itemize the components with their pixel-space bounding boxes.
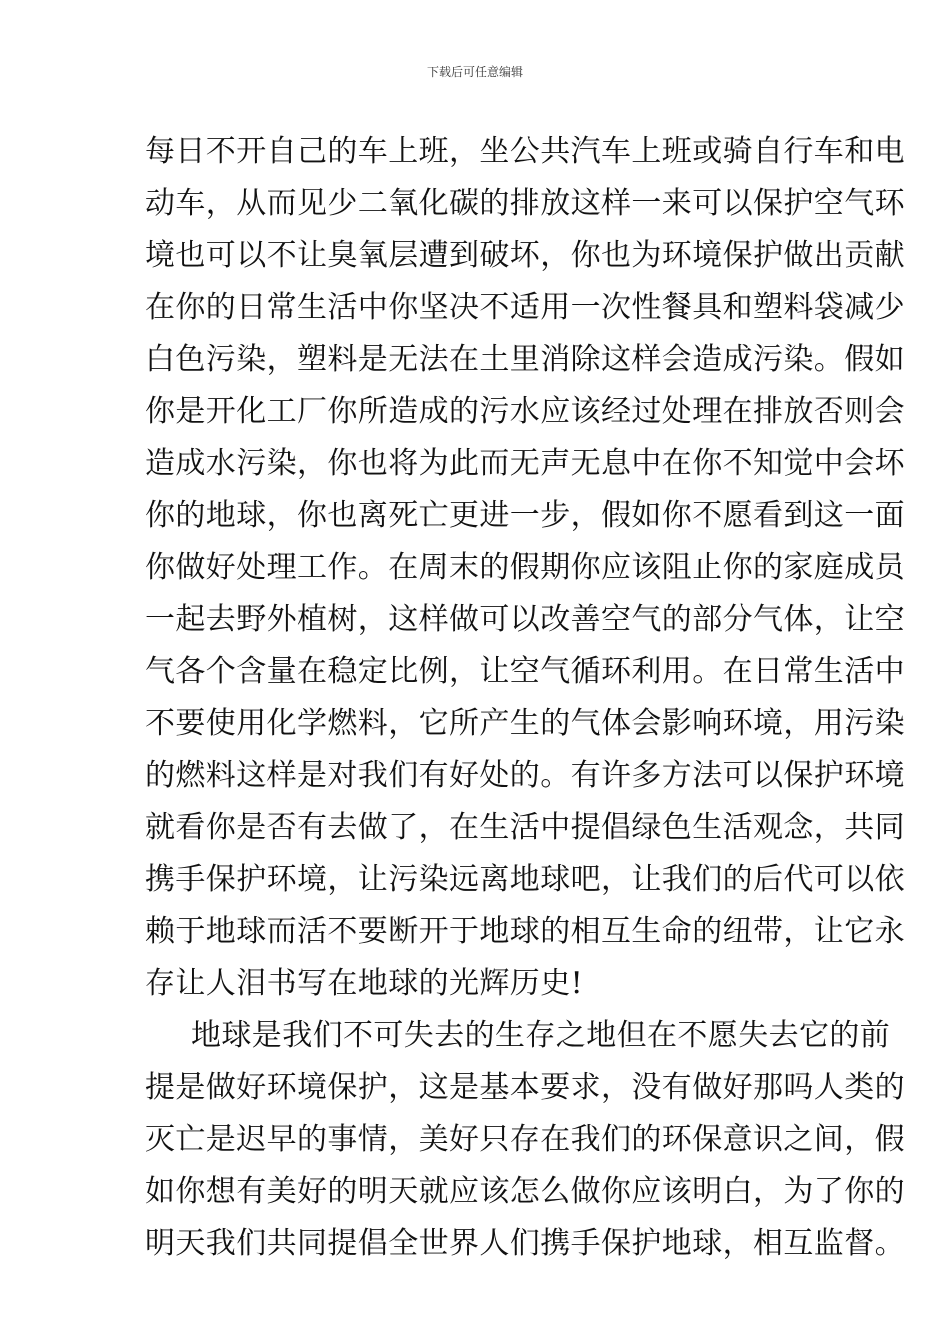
text-line: 携手保护环境，让污染远离地球吧，让我们的后代可以依 (145, 862, 905, 897)
text-line: 一起去野外植树，这样做可以改善空气的部分气体，让空 (145, 602, 905, 637)
text-line: 赖于地球而活不要断开于地球的相互生命的纽带，让它永 (145, 914, 905, 949)
paragraph-2 (145, 1010, 905, 1270)
text-line: 你是开化工厂你所造成的污水应该经过处理在排放否则会 (145, 394, 905, 429)
text-line: 存让人泪书写在地球的光辉历史! (145, 966, 584, 1001)
text-line: 不要使用化学燃料，它所产生的气体会影响环境，用污染 (145, 706, 905, 741)
text-line: 明天我们共同提倡全世界人们携手保护地球，相互监督。 (145, 1226, 905, 1261)
text-line: 你做好处理工作。在周末的假期你应该阻止你的家庭成员 (145, 550, 905, 585)
text-line: 在你的日常生活中你坚决不适用一次性餐具和塑料袋减少 (145, 290, 905, 325)
document-body (145, 126, 905, 1270)
text-line: 每日不开自己的车上班，坐公共汽车上班或骑自行车和电 (145, 134, 905, 169)
text-line: 就看你是否有去做了，在生活中提倡绿色生活观念，共同 (145, 810, 905, 845)
text-line: 灭亡是迟早的事情，美好只存在我们的环保意识之间，假 (145, 1122, 905, 1157)
text-line: 动车，从而见少二氧化碳的排放这样一来可以保护空气环 (145, 186, 905, 221)
text-line: 造成水污染，你也将为此而无声无息中在你不知觉中会坏 (145, 446, 905, 481)
text-line-indented: 地球是我们不可失去的生存之地但在不愿失去它的前 (191, 1018, 891, 1053)
text-line: 你的地球，你也离死亡更进一步，假如你不愿看到这一面 (145, 498, 905, 533)
text-line: 的燃料这样是对我们有好处的。有许多方法可以保护环境 (145, 758, 905, 793)
text-line: 白色污染，塑料是无法在土里消除这样会造成污染。假如 (145, 342, 905, 377)
paragraph-1 (145, 126, 905, 1010)
text-line: 境也可以不让臭氧层遭到破坏，你也为环境保护做出贡献 (145, 238, 905, 273)
text-line: 如你想有美好的明天就应该怎么做你应该明白，为了你的 (145, 1174, 905, 1209)
page-header: 下载后可任意编辑 (426, 65, 523, 79)
text-line: 气各个含量在稳定比例，让空气循环利用。在日常生活中 (145, 654, 905, 689)
text-line: 提是做好环境保护，这是基本要求，没有做好那吗人类的 (145, 1070, 905, 1105)
